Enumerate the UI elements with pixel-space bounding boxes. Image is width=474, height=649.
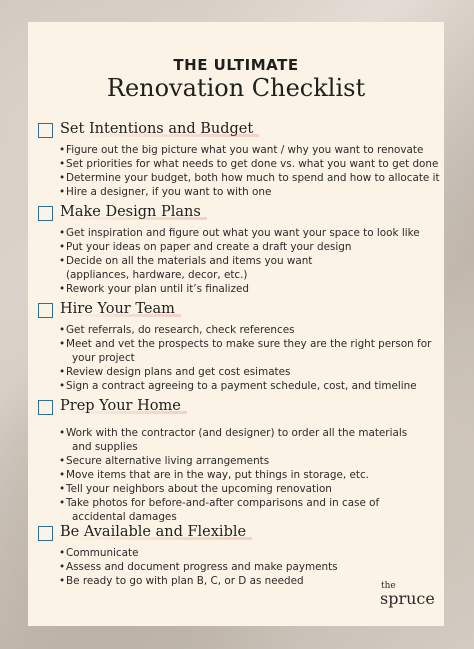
item-list [38, 426, 438, 524]
list-item: • Decide on all the materials and items you want [38, 254, 438, 268]
section-hire-team [38, 301, 438, 393]
section-header [38, 524, 438, 546]
list-item: • Sign a contract agreeing to a payment schedule, cost, and timeline [38, 379, 438, 393]
checkbox[interactable] [38, 303, 53, 318]
checkbox[interactable] [38, 206, 53, 221]
list-item-continuation [38, 440, 438, 454]
list-item: • Determine your budget, both how much to spend and how to allocate it [38, 171, 438, 185]
section-design-plans [38, 204, 438, 296]
section-header [38, 121, 438, 143]
continuation-text: accidental damages [72, 511, 177, 523]
list-item: • Get inspiration and figure out what you want your space to look like [38, 226, 438, 240]
list-item: • Get referrals, do research, check references [38, 323, 438, 337]
section-title: Hire Your Team [60, 301, 181, 317]
section-be-available [38, 524, 438, 588]
list-item: • Assess and document progress and make payments [38, 560, 438, 574]
list-item: • Communicate [38, 546, 438, 560]
item-list [38, 143, 438, 199]
logo-large-text: spruce [380, 589, 435, 608]
section-title: Make Design Plans [60, 204, 207, 220]
section-set-intentions [38, 121, 438, 199]
list-item-continuation [38, 268, 438, 282]
title-kicker: THE ULTIMATE [173, 56, 299, 74]
list-item: • Hire a designer, if you want to with one [38, 185, 438, 199]
list-item: • Review design plans and get cost esimates [38, 365, 438, 379]
list-item: • Set priorities for what needs to get done vs. what you want to get done [38, 157, 438, 171]
list-item-continuation [38, 351, 438, 365]
continuation-text: (appliances, hardware, decor, etc.) [66, 269, 248, 281]
list-item: • Take photos for before-and-after comparisons and in case of [38, 496, 438, 510]
page-title: Renovation Checklist [106, 74, 366, 102]
list-item: • Figure out the big picture what you want / why you want to renovate [38, 143, 438, 157]
list-item: • Rework your plan until it’s finalized [38, 282, 438, 296]
section-header [38, 204, 438, 226]
continuation-text: your project [72, 352, 135, 364]
item-list [38, 546, 438, 588]
item-list [38, 323, 438, 393]
checklist-card [28, 22, 444, 626]
checkbox[interactable] [38, 400, 53, 415]
list-item: • Move items that are in the way, put things in storage, etc. [38, 468, 438, 482]
section-header [38, 301, 438, 323]
list-item-continuation [38, 510, 438, 524]
continuation-text: and supplies [72, 441, 138, 453]
list-item: • Put your ideas on paper and create a draft your design [38, 240, 438, 254]
list-item: • Work with the contractor (and designer) to order all the materials [38, 426, 438, 440]
checkbox[interactable] [38, 123, 53, 138]
section-title: Prep Your Home [60, 398, 187, 414]
logo-small-text: the [381, 581, 396, 591]
list-item: • Secure alternative living arrangements [38, 454, 438, 468]
item-list [38, 226, 438, 296]
list-item: • Tell your neighbors about the upcoming renovation [38, 482, 438, 496]
list-item: • Be ready to go with plan B, C, or D as needed [38, 574, 438, 588]
section-prep-home [38, 398, 438, 524]
list-item: • Meet and vet the prospects to make sure they are the right person for [38, 337, 438, 351]
spruce-logo [380, 582, 435, 607]
section-header [38, 398, 438, 420]
checkbox[interactable] [38, 526, 53, 541]
section-title: Set Intentions and Budget [60, 121, 259, 137]
section-title: Be Available and Flexible [60, 524, 252, 540]
